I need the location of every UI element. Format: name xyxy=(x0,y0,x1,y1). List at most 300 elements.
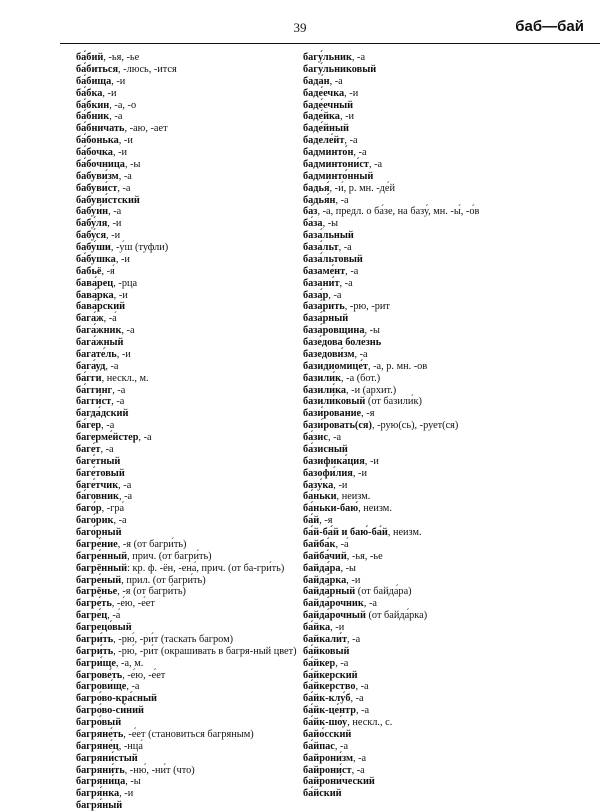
entry-headword: базифика́ция xyxy=(303,455,365,467)
entry-grammar: , -а xyxy=(335,657,349,669)
dictionary-entry xyxy=(303,195,543,207)
dictionary-entry xyxy=(76,491,316,503)
entry-headword: базедови́зм xyxy=(303,348,355,360)
dictionary-entry xyxy=(76,111,316,123)
entry-headword: ба́йка xyxy=(303,622,331,633)
entry-headword: ба́говник xyxy=(76,491,119,503)
dictionary-entry xyxy=(76,800,316,812)
dictionary-entry xyxy=(303,527,543,539)
entry-headword: багряни́ца xyxy=(76,776,126,788)
dictionary-entry xyxy=(303,313,543,325)
entry-headword: багрови́ще xyxy=(76,681,127,693)
entry-grammar: , -а xyxy=(354,348,368,360)
entry-grammar: , -е́ет (становиться багряным) xyxy=(123,728,254,740)
entry-grammar: , -а xyxy=(329,75,343,87)
dictionary-entry xyxy=(303,456,543,468)
dictionary-entry xyxy=(76,788,316,800)
dictionary-entry xyxy=(303,491,543,503)
entry-headword: бабу́ля xyxy=(76,218,108,230)
entry-headword: бадья́н xyxy=(303,194,336,206)
entry-headword: ба́бочка xyxy=(76,147,113,158)
dictionary-entry xyxy=(303,776,543,788)
entry-headword: багате́ль xyxy=(76,348,117,360)
entry-headword: байкали́т xyxy=(303,633,348,645)
entry-headword: багре́ц xyxy=(76,610,108,622)
dictionary-entry xyxy=(303,717,543,729)
entry-headword: бава́рка xyxy=(76,289,114,301)
right-column xyxy=(303,52,543,800)
dictionary-entry xyxy=(303,290,543,302)
entry-headword: бази́рование xyxy=(303,408,362,420)
entry-headword: багре́ние xyxy=(76,538,118,550)
dictionary-entry xyxy=(76,598,316,610)
dictionary-entry xyxy=(76,420,316,432)
dictionary-entry xyxy=(303,658,543,670)
dictionary-entry xyxy=(303,765,543,777)
dictionary-entry xyxy=(76,349,316,361)
entry-grammar: , -а xyxy=(138,432,152,443)
entry-grammar: , -я xyxy=(361,408,375,420)
entry-grammar: , -а xyxy=(335,194,349,206)
dictionary-entry xyxy=(76,729,316,741)
entry-headword: бази́ровать(ся) xyxy=(303,420,372,432)
dictionary-entry xyxy=(76,325,316,337)
entry-grammar: , -ы xyxy=(364,325,380,337)
dictionary-entry xyxy=(76,741,316,753)
entry-grammar: , -а xyxy=(108,206,122,218)
entry-grammar: , -ы xyxy=(124,158,141,170)
entry-grammar: , -я (от багри́ть) xyxy=(117,586,186,598)
entry-grammar: , -и xyxy=(116,348,131,360)
dictionary-entry xyxy=(76,278,316,290)
entry-grammar: , неизм. xyxy=(387,527,422,538)
entry-grammar: , -я́ xyxy=(101,265,115,277)
entry-grammar: , прил. (от багри́ть) xyxy=(121,574,206,586)
entry-grammar: , -рю, -рит xyxy=(344,301,390,313)
dictionary-entry xyxy=(303,693,543,705)
dictionary-entry xyxy=(76,586,316,598)
entry-grammar: , -рца xyxy=(113,277,138,289)
dictionary-entry xyxy=(303,337,543,349)
guide-words: баб—бай xyxy=(515,18,584,35)
dictionary-entry xyxy=(303,242,543,254)
dictionary-entry xyxy=(76,432,316,444)
entry-headword: ба́йк-шо́у xyxy=(303,717,348,728)
entry-grammar: , -а xyxy=(121,325,135,337)
entry-headword: бадминтони́ст xyxy=(303,158,369,170)
dictionary-entry xyxy=(303,598,543,610)
entry-grammar: , -я xyxy=(319,515,333,527)
entry-grammar: , неизм. xyxy=(358,503,392,515)
entry-grammar: , -рю́, -ри́т (таскать багром) xyxy=(113,633,234,645)
entry-grammar: , -а, -о xyxy=(109,99,137,111)
entry-grammar: , -а xyxy=(113,515,127,527)
entry-grammar: , -а xyxy=(352,752,367,764)
dictionary-entry xyxy=(76,337,316,349)
entry-headword: бабьё xyxy=(76,265,102,277)
entry-grammar: , -и xyxy=(339,111,355,123)
dictionary-entry xyxy=(303,670,543,682)
dictionary-entry xyxy=(76,135,316,147)
dictionary-entry xyxy=(303,444,543,456)
entry-headword: бава́рец xyxy=(76,277,114,289)
entry-headword: бадминто́нный xyxy=(303,170,374,182)
entry-headword: багре́нный xyxy=(76,550,128,562)
entry-headword: бадминто́н xyxy=(303,147,354,158)
entry-headword: базу́ка xyxy=(303,479,334,491)
dictionary-entry xyxy=(303,408,543,420)
dictionary-entry xyxy=(76,776,316,788)
dictionary-entry xyxy=(303,432,543,444)
dictionary-entry xyxy=(76,681,316,693)
entry-headword: ба́з xyxy=(303,206,318,218)
dictionary-entry xyxy=(303,396,543,408)
dictionary-entry xyxy=(76,195,316,207)
entry-grammar: , -и xyxy=(112,147,128,158)
entry-grammar: , -а xyxy=(105,360,119,372)
dictionary-entry xyxy=(303,183,543,195)
dictionary-entry xyxy=(303,729,543,741)
entry-headword: ба́ггинг xyxy=(76,384,113,396)
dictionary-entry xyxy=(303,610,543,622)
dictionary-entry xyxy=(76,361,316,373)
dictionary-entry xyxy=(76,670,316,682)
dictionary-entry xyxy=(76,693,316,705)
entry-headword: баде́ечный xyxy=(303,99,354,111)
entry-headword: ба́бка xyxy=(76,87,103,99)
dictionary-entry xyxy=(303,254,543,266)
entry-grammar: , -а xyxy=(111,396,125,408)
entry-headword: байрони́ческий xyxy=(303,776,375,788)
entry-grammar: , -и xyxy=(330,622,345,633)
entry-headword: баге́т xyxy=(76,443,101,455)
entry-grammar: , -а xyxy=(347,633,361,645)
dictionary-entry xyxy=(76,76,316,88)
entry-grammar: , -а xyxy=(351,52,366,63)
dictionary-entry xyxy=(303,373,543,385)
dictionary-entry xyxy=(76,658,316,670)
dictionary-entry xyxy=(76,100,316,112)
entry-grammar: , -рю́, -ри́т (окрашивать в багря-ный цвет) xyxy=(113,645,297,657)
entry-grammar: , -и xyxy=(346,574,361,586)
dictionary-entry xyxy=(303,230,543,242)
entry-headword: ба́зис xyxy=(303,432,328,443)
dictionary-entry xyxy=(76,480,316,492)
dictionary-entry xyxy=(76,503,316,515)
entry-grammar: , -и xyxy=(106,230,121,242)
entry-headword: багре́ный xyxy=(76,574,122,586)
entry-grammar: , -а́ xyxy=(103,313,117,325)
dictionary-entry xyxy=(76,218,316,230)
entry-headword: ба́бушка xyxy=(76,253,116,265)
entry-headword: ба́йкерский xyxy=(303,669,358,681)
entry-headword: базили́к xyxy=(303,372,342,384)
dictionary-entry xyxy=(76,765,316,777)
entry-headword: бабуви́ст xyxy=(76,182,118,194)
entry-headword: багда́дский xyxy=(76,408,129,420)
dictionary-entry xyxy=(303,52,543,64)
dictionary-entry xyxy=(76,159,316,171)
dictionary-entry xyxy=(303,76,543,88)
entry-grammar: , -а xyxy=(327,432,342,443)
dictionary-entry xyxy=(76,206,316,218)
dictionary-entry xyxy=(76,610,316,622)
entry-grammar: , -ы xyxy=(340,562,356,574)
entry-headword: багро́вый xyxy=(76,717,122,728)
entry-headword: багри́ть xyxy=(76,633,114,645)
dictionary-entry xyxy=(76,396,316,408)
entry-grammar: , -а (бот.) xyxy=(341,372,381,384)
dictionary-entry xyxy=(303,515,543,527)
entry-grammar: , -рую(сь), -рует(ся) xyxy=(371,420,459,432)
dictionary-entry xyxy=(76,717,316,729)
entry-headword: ба́ньки-баю́ xyxy=(303,503,359,515)
entry-headword: бада́н xyxy=(303,75,330,87)
entry-grammar: , -а xyxy=(118,170,132,182)
entry-headword: багро́во-си́ний xyxy=(76,705,144,717)
dictionary-entry xyxy=(76,242,316,254)
entry-grammar: , -а xyxy=(118,491,133,503)
entry-grammar: , -и xyxy=(111,75,126,87)
entry-grammar: , -е́ю, -е́ет xyxy=(122,669,166,681)
entry-grammar: , -а́ xyxy=(107,610,121,622)
dictionary-entry xyxy=(303,111,543,123)
entry-headword: баге́товый xyxy=(76,467,125,479)
entry-headword: ба́гги xyxy=(76,372,102,384)
entry-grammar: , -а xyxy=(339,277,353,289)
entry-headword: багрёнье xyxy=(76,586,118,598)
entry-headword: ба́бий xyxy=(76,52,104,63)
left-column xyxy=(76,52,316,812)
entry-headword: баде́ечка xyxy=(303,87,345,99)
dictionary-entry xyxy=(76,385,316,397)
entry-grammar: , -а xyxy=(117,182,131,194)
entry-grammar: , -а xyxy=(345,265,359,277)
entry-headword: базили́ка xyxy=(303,384,347,396)
entry-headword: ба́йпас xyxy=(303,740,335,752)
entry-grammar: , -и xyxy=(115,253,130,265)
dictionary-entry xyxy=(76,551,316,563)
entry-headword: багря́ный xyxy=(76,800,123,812)
entry-headword: бабу́ши xyxy=(76,242,111,253)
dictionary-entry xyxy=(303,788,543,800)
entry-grammar: , -люсь, -ится xyxy=(118,63,177,75)
dictionary-entry xyxy=(76,753,316,765)
dictionary-entry xyxy=(76,373,316,385)
entry-headword: база́льный xyxy=(303,230,354,242)
entry-grammar: , -а xyxy=(350,693,364,705)
dictionary-entry xyxy=(303,88,543,100)
entry-headword: ба́йкер xyxy=(303,657,336,669)
entry-grammar: , -ню́, -ни́т (что) xyxy=(124,764,195,776)
entry-grammar: , -и xyxy=(364,455,379,467)
entry-grammar: , -а xyxy=(334,740,349,752)
entry-headword: байрони́зм xyxy=(303,752,353,764)
entry-grammar: , -и xyxy=(113,289,128,301)
entry-headword: багри́ще xyxy=(76,657,116,669)
entry-headword: байда́рный xyxy=(303,586,356,598)
entry-headword: баго́рик xyxy=(76,515,114,527)
entry-headword: базаме́нт xyxy=(303,265,346,277)
entry-grammar: , -а, предл. о ба́зе, на базу́, мн. -ы́, -о́в xyxy=(317,206,480,218)
entry-grammar: , -а xyxy=(353,147,367,158)
entry-grammar: , прич. (от багри́ть) xyxy=(127,550,212,562)
entry-grammar: , -и xyxy=(344,87,359,99)
entry-grammar: , -и xyxy=(352,467,367,479)
dictionary-entry xyxy=(76,634,316,646)
dictionary-entry xyxy=(303,634,543,646)
dictionary-entry xyxy=(303,468,543,480)
entry-grammar: , -а xyxy=(118,479,132,491)
dictionary-entry xyxy=(303,206,543,218)
entry-headword: байда́ра xyxy=(303,562,341,574)
entry-headword: ба́биться xyxy=(76,63,119,75)
entry-grammar: , -ья, -ье xyxy=(346,550,383,562)
entry-headword: ба́бонька xyxy=(76,135,119,147)
entry-grammar: , неизм. xyxy=(336,491,371,503)
dictionary-entry xyxy=(76,88,316,100)
dictionary-entry xyxy=(76,301,316,313)
entry-headword: ба́гер xyxy=(76,420,102,432)
entry-grammar: , -а xyxy=(363,598,377,610)
entry-grammar: , -а xyxy=(101,420,115,432)
entry-headword: багри́ть xyxy=(76,645,114,657)
entry-headword: багу́льник xyxy=(303,52,352,63)
entry-grammar: , -ы xyxy=(322,218,339,230)
entry-headword: байба́к xyxy=(303,538,336,550)
entry-headword: база́р xyxy=(303,289,329,301)
entry-headword: бава́рский xyxy=(76,301,126,313)
dictionary-entry xyxy=(76,313,316,325)
dictionary-entry xyxy=(303,218,543,230)
entry-grammar: , -а́ xyxy=(335,538,349,550)
entry-headword: байда́рочник xyxy=(303,598,364,610)
entry-grammar: , -а xyxy=(109,111,123,123)
entry-headword: ба́йский xyxy=(303,788,342,800)
entry-headword: байо́сский xyxy=(303,728,352,740)
entry-headword: ба́бища xyxy=(76,75,112,87)
entry-headword: бабуви́стский xyxy=(76,194,140,206)
entry-headword: бага́жный xyxy=(76,337,124,348)
entry-headword: ба́й-ба́й и баю́-ба́й xyxy=(303,527,388,538)
entry-headword: базе́дова боле́знь xyxy=(303,337,382,348)
entry-grammar: , -и xyxy=(102,87,117,99)
entry-headword: багрове́ть xyxy=(76,669,123,681)
entry-grammar: , -а xyxy=(351,764,365,776)
entry-headword: ба́й xyxy=(303,515,320,527)
dictionary-entry xyxy=(303,159,543,171)
entry-headword: байда́рочный xyxy=(303,610,366,622)
entry-headword: базидиомице́т xyxy=(303,360,368,372)
dictionary-entry xyxy=(303,622,543,634)
entry-headword: базани́т xyxy=(303,277,340,289)
dictionary-entry xyxy=(303,575,543,587)
dictionary-entry xyxy=(76,254,316,266)
dictionary-entry xyxy=(303,646,543,658)
entry-headword: ба́ньки xyxy=(303,491,337,503)
dictionary-entry xyxy=(76,539,316,551)
entry-grammar: , -гра́ xyxy=(101,503,125,515)
entry-headword: бабуви́зм xyxy=(76,170,119,182)
entry-grammar: , -нца́ xyxy=(118,740,143,752)
entry-grammar: , -и (архит.) xyxy=(346,384,397,396)
entry-headword: ба́бкин xyxy=(76,99,110,111)
dictionary-entry xyxy=(303,266,543,278)
dictionary-entry xyxy=(76,515,316,527)
entry-headword: ба́йк-це́нтр xyxy=(303,705,356,717)
entry-headword: байба́чий xyxy=(303,550,347,562)
entry-grammar: (от базили́к) xyxy=(365,396,422,408)
entry-grammar: , -ья, -ье xyxy=(103,52,140,63)
dictionary-entry xyxy=(76,705,316,717)
dictionary-entry xyxy=(76,563,316,575)
entry-grammar: , -а xyxy=(112,384,126,396)
dictionary-entry xyxy=(76,444,316,456)
dictionary-entry xyxy=(76,622,316,634)
entry-grammar: , -а xyxy=(338,242,352,253)
entry-headword: ба́бник xyxy=(76,111,110,123)
header-rule xyxy=(60,43,600,44)
entry-headword: баде́йка xyxy=(303,111,340,123)
dictionary-entry xyxy=(303,753,543,765)
entry-headword: багре́ть xyxy=(76,598,112,610)
entry-grammar: (от байда́ра) xyxy=(355,586,412,598)
entry-headword: багряне́ть xyxy=(76,728,124,740)
entry-headword: багряни́стый xyxy=(76,752,138,764)
dictionary-entry xyxy=(76,266,316,278)
entry-headword: ба́за xyxy=(303,218,323,230)
dictionary-entry xyxy=(303,147,543,159)
entry-grammar: , -и xyxy=(333,479,348,491)
entry-grammar: , нескл., с. xyxy=(347,717,393,728)
entry-headword: багги́ст xyxy=(76,396,112,408)
entry-headword: баге́тчик xyxy=(76,479,119,491)
dictionary-entry xyxy=(76,183,316,195)
dictionary-entry xyxy=(303,349,543,361)
entry-grammar: , -а, р. мн. -ов xyxy=(367,360,428,372)
dictionary-entry xyxy=(303,681,543,693)
entry-grammar: , -ы xyxy=(125,776,141,788)
entry-grammar: , -я (от багри́ть) xyxy=(117,538,187,550)
entry-grammar: : кр. ф. -ён, -ена́, прич. (от ба-гри́ть) xyxy=(127,562,285,574)
entry-grammar: , -аю, -ает xyxy=(124,123,168,135)
entry-headword: база́льт xyxy=(303,242,339,253)
page-number: 39 xyxy=(293,20,307,35)
entry-headword: базили́ковый xyxy=(303,396,366,408)
dictionary-entry xyxy=(303,64,543,76)
dictionary-entry xyxy=(76,123,316,135)
entry-headword: баго́р xyxy=(76,503,102,515)
entry-headword: ба́бничать xyxy=(76,123,125,135)
entry-grammar: , -а xyxy=(344,135,358,147)
dictionary-entry xyxy=(303,385,543,397)
entry-grammar: , -у́ш (туфли) xyxy=(110,242,169,253)
dictionary-entry xyxy=(303,586,543,598)
dictionary-entry xyxy=(76,456,316,468)
dictionary-entry xyxy=(76,230,316,242)
entry-grammar: , -а xyxy=(368,158,383,170)
entry-grammar: , -е́ю, -е́ет xyxy=(111,598,155,610)
entry-headword: баде́йный xyxy=(303,123,349,135)
dictionary-entry xyxy=(303,325,543,337)
entry-headword: база́льтовый xyxy=(303,253,363,265)
dictionary-entry xyxy=(303,539,543,551)
dictionary-entry xyxy=(76,52,316,64)
dictionary-entry xyxy=(303,278,543,290)
entry-headword: база́рный xyxy=(303,313,349,325)
entry-grammar: , -а xyxy=(328,289,342,301)
dictionary-entry xyxy=(303,123,543,135)
